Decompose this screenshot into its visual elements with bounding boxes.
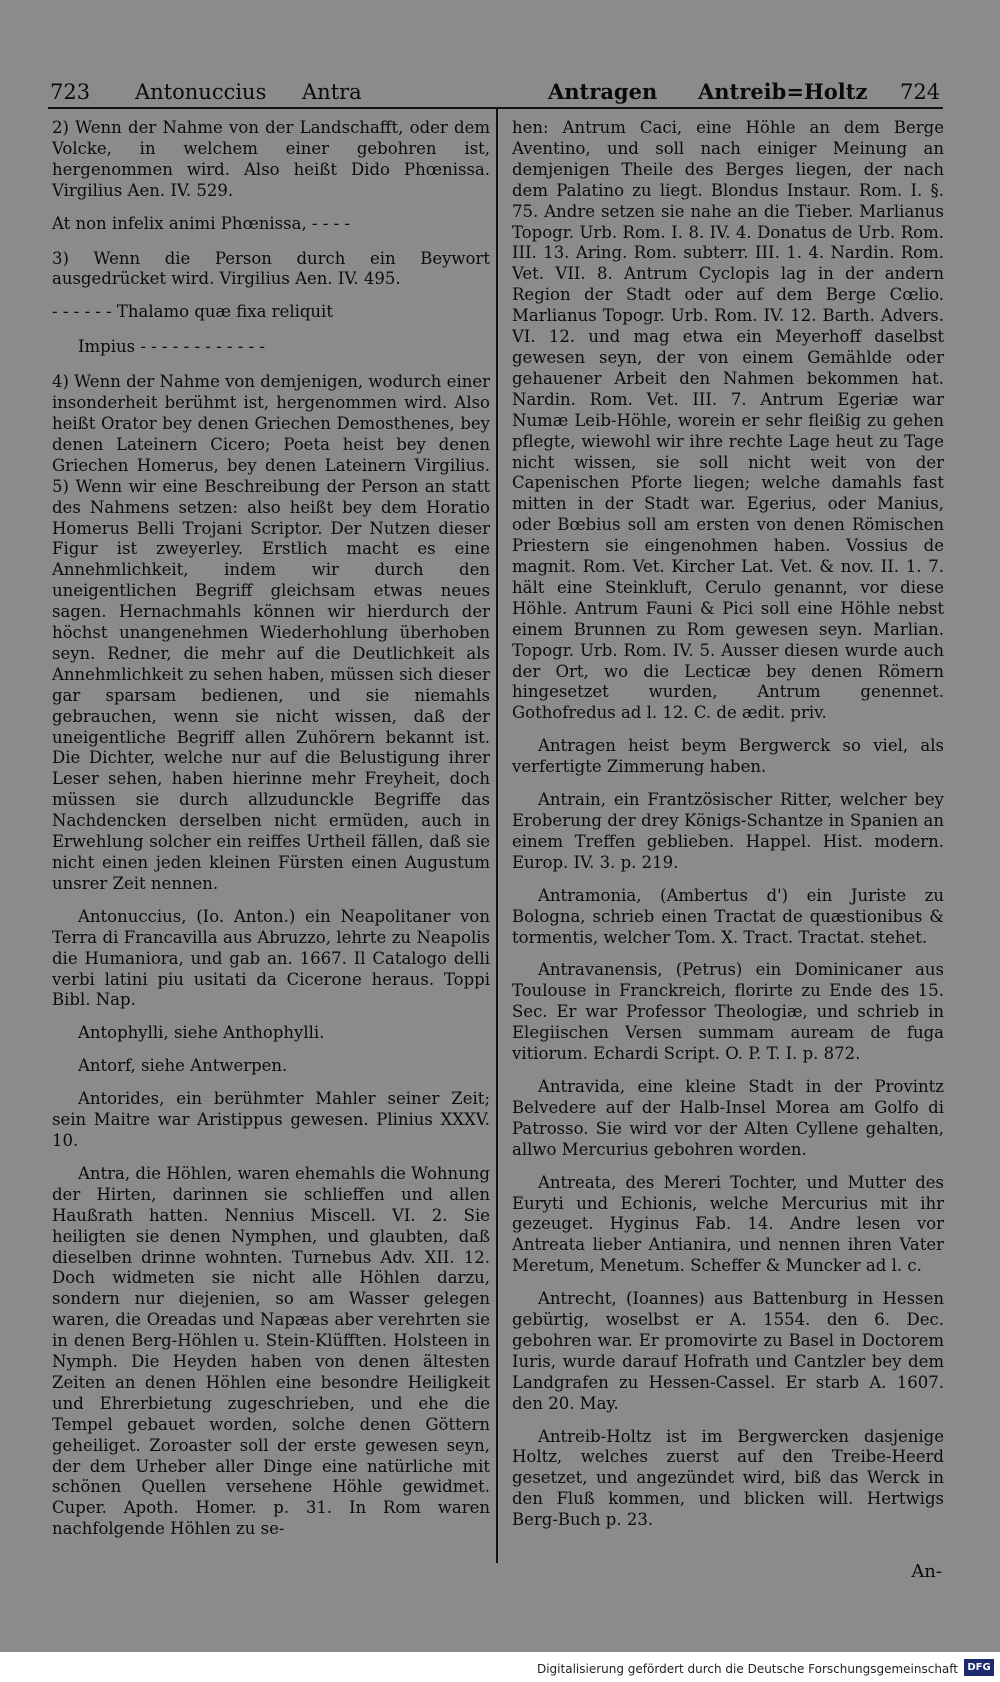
left-column bbox=[52, 118, 490, 1552]
paragraph: Antonuccius, (Io. Anton.) ein Neapolitaner von Terra di Francavilla aus Abruzzo, lehrte zu Neapolis die Humaniora, und gab an. 1667. Il Catalogo delli verbi latini piu usitati da Cicerone heraus. Toppi Bibl. Nap. bbox=[52, 906, 490, 1010]
paragraph: Antreib-Holtz ist im Bergwercken dasjenige Holtz, welches zuerst auf den Treibe-Heerd gesetzet, und angezündet wird, biß das Werck in den Fluß kommen, und blicken will. Hertwigs Berg-Buch p. 23. bbox=[512, 1426, 944, 1530]
paragraph: Antorf, siehe Antwerpen. bbox=[78, 1056, 288, 1076]
verse-line: At non infelix animi Phœnissa, - - - - bbox=[52, 213, 350, 233]
footer-credit: Digitalisierung gefördert durch die Deutsche Forschungsgemeinschaft bbox=[536, 1662, 958, 1676]
left-header-word-1: Antonuccius bbox=[135, 80, 267, 104]
paragraph: Antophylli, siehe Anthophylli. bbox=[78, 1023, 325, 1043]
paragraph: Antra, die Höhlen, waren ehemahls die Wohnung der Hirten, darinnen sie schlieffen und allen Haußrath hatten. Nennius Miscell. VI. 2. Sie heiligten sie denen Nymphen, und glaubten, daß dieselben drinne wohnten. Turnebus Adv. XII. 12. Doch widmeten sie nicht alle Höhlen darzu, sondern nur diejenien, so am Wasser gelegen waren, die Oreadas und Napæas aber verehrten sie in denen Berg-Höhlen u. Stein-Klüfften. Holsteen in Nymph. Die Heyden haben von denen ältesten Zeiten an denen Höhlen eine besondre Heiligkeit und Ehrerbietung zugeschrieben, und ehe die Tempel gebauet worden, solche denen Göttern geheiliget. Zoroaster soll der erste gewesen seyn, der dem Urheber aller Dinge eine natürliche mit schönen Quellen versehene Höhle gewidmet. Cuper. Apoth. Homer. p. 31. In Rom waren nachfolgende Höhlen zu se- bbox=[52, 1163, 490, 1539]
left-header-word-2: Antra bbox=[302, 80, 362, 104]
paragraph: Antrecht, (Ioannes) aus Battenburg in Hessen gebürtig, woselbst er A. 1554. den 6. Dec. gebohren war. Er promovirte zu Basel in Doctorem Iuris, wurde darauf Hofrath und Cantzler bey dem Landgrafen zu Hessen-Cassel. Er starb A. 1607. den 20. May. bbox=[512, 1289, 944, 1413]
paragraph: Antorides, ein berühmter Mahler seiner Zeit; sein Maitre war Aristippus gewesen. Plinius XXXV. 10. bbox=[52, 1089, 490, 1150]
catchword: An- bbox=[911, 1561, 942, 1582]
dfg-logo: DFG bbox=[964, 1659, 994, 1676]
right-page-number: 724 bbox=[900, 80, 941, 104]
verse-line: Impius - - - - - - - - - - - - bbox=[78, 337, 265, 357]
right-header-word-2: Antreib=Holtz bbox=[698, 79, 868, 104]
paragraph: Antrain, ein Frantzösischer Ritter, welcher bey Eroberung der drey Königs-Schantze in Spanien an einem Treffen geblieben. Happel. Hist. modern. Europ. IV. 3. p. 219. bbox=[512, 790, 944, 872]
paragraph: Antragen heist beym Bergwerck so viel, als verfertigte Zimmerung haben. bbox=[512, 736, 944, 777]
page-header bbox=[0, 78, 1000, 108]
paragraph: 4) Wenn der Nahme von demjenigen, wodurch einer insonderheit berühmt ist, hergenommen wird. Also heißt Orator bey denen Griechen Demosthenes, bey denen Lateinern Cicero; Poeta heist bey denen Griechen Homerus, bey denen Lateinern Virgilius. 5) Wenn wir eine Beschreibung der Person an statt des Nahmens setzen: also heißt bey dem Horatio Homerus Belli Trojani Scriptor. Der Nutzen dieser Figur ist zweyerley. Erstlich macht es eine Annehmlichkeit, indem wir durch den uneigentlichen Begriff gleichsam etwas neues sagen. Hernachmahls können wir hierdurch der höchst unangenehmen Wiederhohlung überhoben seyn. Redner, die mehr auf die Deutlichkeit als Annehmlichkeit zu sehen haben, müssen sich dieser gar sparsam bedienen, und sie niemahls gebrauchen, wenn sie nicht wissen, daß der uneigentliche Begriff allen Zuhörern bekannt ist. Die Dichter, welche nur auf die Belustigung ihrer Leser sehen, haben hierinne mehr Freyheit, doch müssen sie durch allzudunckle Begriffe das Nachdencken derselben nicht ermüden, auch in Erwehlung solcher ein reiffes Urtheil fällen, daß sie nicht einen jeden kleinen Fürsten einen Augustum unsrer Zeit nennen. bbox=[52, 372, 490, 893]
paragraph: 2) Wenn der Nahme von der Landschafft, oder dem Volcke, in welchem einer gebohren ist, hergenommen wird. Also heißt Dido Phœnissa. Virgilius Aen. IV. 529. bbox=[52, 118, 490, 200]
right-header-word-1: Antragen bbox=[548, 79, 658, 104]
paragraph: Antravanensis, (Petrus) ein Dominicaner aus Toulouse in Franckreich, florirte zu Ende des 15. Sec. Er war Professor Theologiæ, und schrieb in Elegiischen Versen summam auream de fuga vitiorum. Echardi Script. O. P. T. I. p. 872. bbox=[512, 960, 944, 1064]
paragraph: hen: Antrum Caci, eine Höhle an dem Berge Aventino, und soll nach einiger Meinung an demjenigen Theile des Berges liegen, der nach dem Palatino zu liegt. Blondus Instaur. Rom. I. §. 75. Andre setzen sie nahe an die Tieber. Marlianus Topogr. Urb. Rom. I. 8. IV. 4. Donatus de Urb. Rom. III. 13. Aring. Rom. subterr. III. 1. 4. Nardin. Rom. Vet. VII. 8. Antrum Cyclopis lag in der andern Region der Stadt oder auf dem Berge Cœlio. Marlianus Topogr. Urb. Rom. IV. 12. Barth. Advers. VI. 12. und mag etwa ein Meyerhoff daselbst gewesen seyn, der von einem Gemählde oder gehauener Arbeit den Nahmen bekommen hat. Nardin. Rom. Vet. III. 7. Antrum Egeriæ war Numæ Leib-Höhle, worein er sehr fleißig zu gehen pflegte, wiewohl wir ihre rechte Lage heut zu Tage nicht wissen, sie soll nicht weit von der Capenischen Pforte liegen; welche damahls fast mitten in der Stadt war. Egerius, oder Manius, oder Bœbius soll am ersten von denen Römischen Priestern sie eingenohmen haben. Vossius de magnit. Rom. Vet. Kircher Lat. Vet. & nov. II. 1. 7. hält eine Steinkluft, Cerulo genannt, vor diese Höhle. Antrum Fauni & Pici soll eine Höhle nebst einem Brunnen zu Rom gewesen seyn. Marlian. Topogr. Urb. Rom. IV. 5. Ausser diesen wurde auch der Ort, wo die Lecticæ bey denen Römern hingesetzet wurden, Antrum genennet. Gothofredus ad l. 12. C. de ædit. priv. bbox=[512, 118, 944, 723]
left-page-number: 723 bbox=[50, 80, 91, 104]
paragraph: Antramonia, (Ambertus d') ein Juriste zu Bologna, schrieb einen Tractat de quæstionibus & tormentis, welcher Tom. X. Tract. Tractat. stehet. bbox=[512, 885, 944, 947]
paragraph: Antravida, eine kleine Stadt in der Provintz Belvedere auf der Halb-Insel Morea am Golfo di Patrosso. Sie wird vor der Alten Cyllene gehalten, allwo Mercurius gebohren worden. bbox=[512, 1076, 944, 1159]
column-divider bbox=[496, 108, 498, 1563]
footer-bar bbox=[0, 1654, 1000, 1682]
paragraph: Antreata, des Mereri Tochter, und Mutter des Euryti und Echionis, welche Mercurius mit ihr gezeuget. Hyginus Fab. 14. Andre lesen vor Antreata lieber Antianira, und nennen ihren Vater Meretum, Menetum. Scheffer & Muncker ad l. c. bbox=[512, 1172, 944, 1276]
paragraph: 3) Wenn die Person durch ein Beywort ausgedrücket wird. Virgilius Aen. IV. 495. bbox=[52, 248, 490, 289]
right-column bbox=[512, 118, 944, 1543]
verse-line: - - - - - - Thalamo quæ fixa reliquit bbox=[52, 302, 333, 322]
